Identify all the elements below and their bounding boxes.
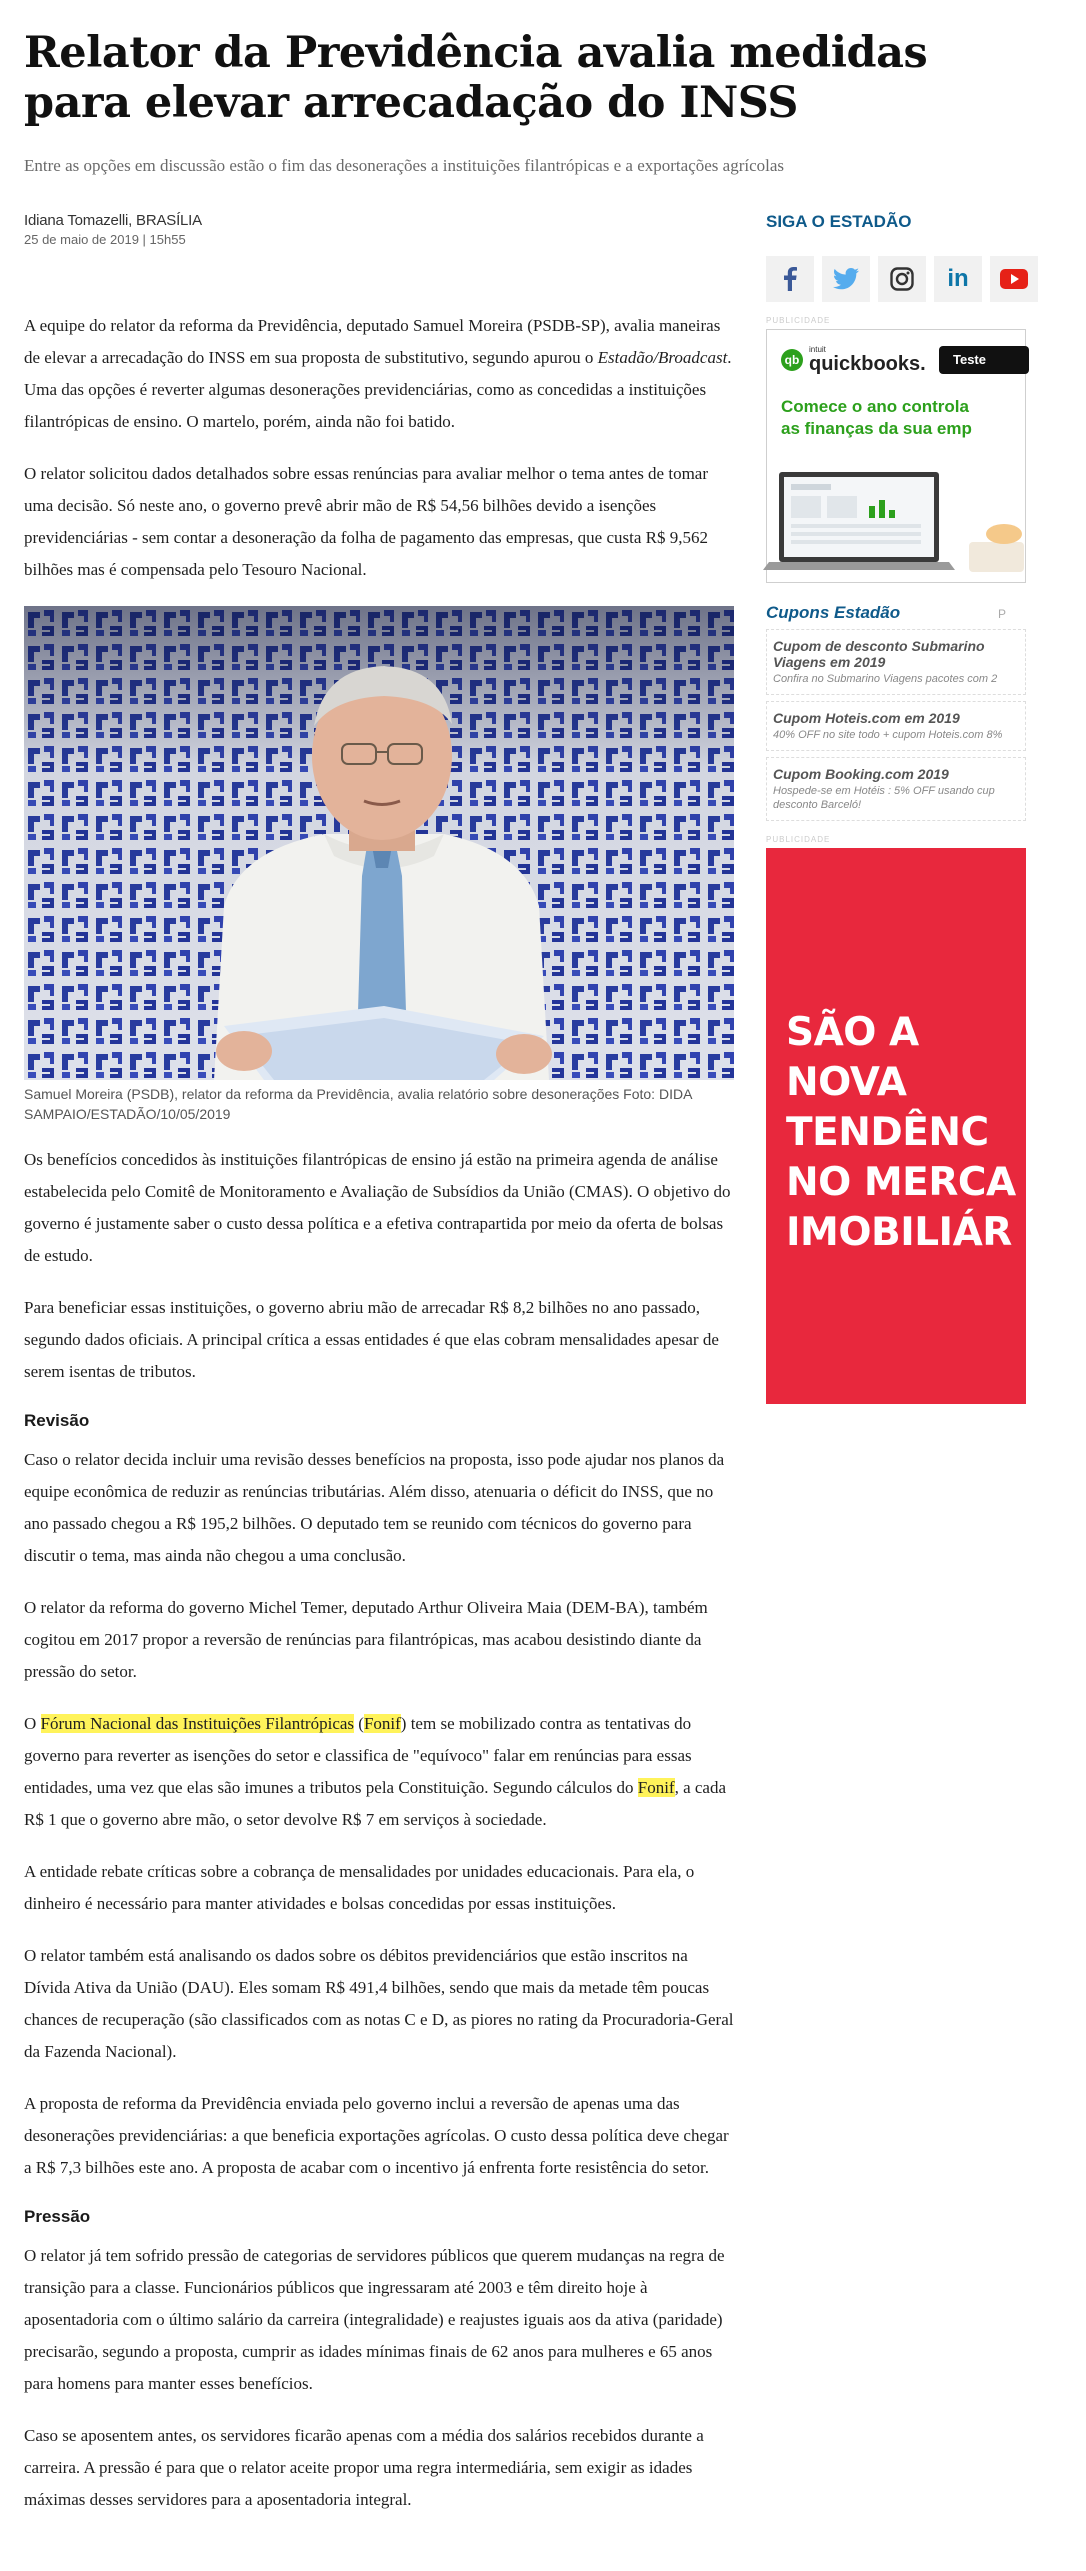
paragraph: A entidade rebate críticas sobre a cobrança de mensalidades por unidades educacionais. Para ela, o dinheiro é necessário para manter atividades e bolsas concedidas por essas instituições. (24, 1862, 695, 1913)
paragraph: O relator solicitou dados detalhados sobre essas renúncias para avaliar melhor o tema antes de tomar uma decisão. Só neste ano, o governo prevê abrir mão de R$ 54,56 bilhões devido a isenções previdenciárias - sem contar a desoneração da folha de pagamento das empresas, que custa R$ 9,562 bilhões mas é compensada pelo Tesouro Nacional. (24, 464, 709, 579)
ad-headline: Comece o ano controla as finanças da sua emp (781, 397, 972, 438)
quickbooks-mark-icon: qb (781, 349, 803, 371)
quickbooks-ad[interactable] (766, 329, 1026, 583)
paragraph: Para beneficiar essas instituições, o governo abriu mão de arrecadar R$ 8,2 bilhões no ano passado, segundo dados oficiais. A principal crítica a essas entidades é que elas cobram mensalidades apesar de serem isentas de tributos. (24, 1298, 719, 1381)
quickbooks-logo: qb intuit quickbooks. (781, 346, 926, 374)
ad-label: PUBLICIDADE (766, 316, 831, 325)
publish-date: 25 de maio de 2019 | 15h55 (24, 232, 186, 247)
highlight-link[interactable]: Fonif (637, 1778, 675, 1797)
paragraph: O relator já tem sofrido pressão de categorias de servidores públicos que querem mudanças na regra de transição para a classe. Funcionários públicos que ingressaram até 2003 e têm direito hoje à aposentadoria com o último salário da carreira (integralidade) e reajustes iguais aos da ativa (paridade) precisarão, segundo a proposta, cumprir as idades mínimas finais de 62 anos para mulheres e 65 anos para homens para manter esses benefícios. (24, 2246, 725, 2393)
section-heading-pressao: Pressão (24, 2207, 91, 2226)
headline: Relator da Previdência avalia medidas para elevar arrecadação do INSS (24, 28, 928, 128)
ad-label: PUBLICIDADE (766, 835, 831, 844)
publication-name: Estadão/Broadcast (597, 348, 728, 367)
social-links (766, 256, 994, 302)
coupons-header: Cupons Estadão P (766, 603, 1006, 622)
highlight-link[interactable]: Fonif (363, 1714, 401, 1733)
instagram-icon[interactable] (878, 256, 926, 302)
paragraph: O relator também está analisando os dados sobre os débitos previdenciários que estão inscritos na Dívida Ativa da União (DAU). Eles somam R$ 491,4 bilhões, sendo que mais da metade têm poucas chances de recuperação (são classificados com as notas C e D, as piores no rating da Procuradoria-Geral da Fazenda Nacional). (24, 1946, 734, 2061)
sidebar (766, 210, 1016, 1510)
follow-title: SIGA O ESTADÃO (766, 212, 912, 231)
photo-caption: Samuel Moreira (PSDB), relator da reforma da Previdência, avalia relatório sobre desonerações Foto: DIDA SAMPAIO/ESTADÃO/10/05/2019 (24, 1086, 692, 1122)
paragraph: A proposta de reforma da Previdência enviada pelo governo inclui a reversão de apenas uma das desonerações previdenciárias: a que beneficia exportações agrícolas. O custo dessa política deve chegar a R$ 7,3 bilhões este ano. A proposta de acabar com o incentivo já enfrenta forte resistência do setor. (24, 2094, 729, 2177)
article-photo (24, 606, 734, 1080)
author[interactable]: Idiana Tomazelli, BRASÍLIA (24, 212, 202, 229)
byline (24, 212, 624, 247)
highlight-link[interactable]: Fórum Nacional das Instituições Filantrópicas (40, 1714, 355, 1733)
ad-cta-button[interactable]: Teste (939, 346, 1029, 374)
linkedin-icon[interactable]: in (934, 256, 982, 302)
ad-red-text: SÃO A NOVA TENDÊNC NO MERCA IMOBILIÁR (786, 1010, 1016, 1255)
facebook-icon[interactable] (766, 256, 814, 302)
coupon-item[interactable]: Cupom de desconto Submarino Viagens em 2019 Confira no Submarino Viagens pacotes com 2 (766, 629, 1026, 695)
paragraph: A equipe do relator da reforma da Previdência, deputado Samuel Moreira (PSDB-SP), avalia maneiras de elevar a arrecadação do INSS em sua proposta de substitutivo, segundo apurou o Estadão/Broadcast. Uma das opções é reverter algumas desonerações previdenciárias, como as concedidas a instituições filantrópicas de ensino. O martelo, porém, ainda não foi batido. (24, 316, 732, 431)
youtube-icon[interactable] (990, 256, 1038, 302)
section-heading-revisao: Revisão (24, 1411, 90, 1430)
coupons-title[interactable]: Cupons Estadão (766, 603, 901, 622)
coupon-item[interactable]: Cupom Booking.com 2019 Hospede-se em Hotéis : 5% OFF usando cup desconto Barceló! (766, 757, 1026, 821)
twitter-icon[interactable] (822, 256, 870, 302)
laptop-illustration (779, 472, 1029, 582)
subtitle: Entre as opções em discussão estão o fim das desonerações a instituições filantrópicas e a exportações agrícolas (24, 156, 785, 175)
article-figure (24, 606, 734, 1124)
paragraph: O relator da reforma do governo Michel Temer, deputado Arthur Oliveira Maia (DEM-BA), também cogitou em 2017 propor a reversão de renúncias para filantrópicas, mas acabou desistindo diante da pressão do setor. (24, 1598, 708, 1681)
article-body (24, 310, 734, 2536)
paragraph: Caso se aposentem antes, os servidores ficarão apenas com a média dos salários recebidos durante a carreira. A pressão é para que o relator aceite propor uma regra intermediária, sem exigir as idades máximas desses servidores para a aposentadoria integral. (24, 2426, 704, 2509)
paragraph: Os benefícios concedidos às instituições filantrópicas de ensino já estão na primeira agenda de análise estabelecida pelo Comitê de Monitoramento e Avaliação de Subsídios da União (CMAS). O objetivo do governo é justamente saber o custo dessa política e a efetiva contrapartida por meio da oferta de bolsas de estudo. (24, 1150, 731, 1265)
paragraph: O Fórum Nacional das Instituições Filantrópicas (Fonif) tem se mobilizado contra as tentativas do governo para reverter as isenções do setor e classifica de "equívoco" falar em renúncias para essas entidades, uma vez que elas são imunes a tributos pela Constituição. Segundo cálculos do Fonif, a cada R$ 1 que o governo abre mão, o setor devolve R$ 7 em serviços à sociedade. (24, 1714, 727, 1829)
real-estate-ad[interactable] (766, 848, 1026, 1404)
coupon-item[interactable]: Cupom Hoteis.com em 2019 40% OFF no site todo + cupom Hoteis.com 8% (766, 701, 1026, 751)
paragraph: Caso o relator decida incluir uma revisão desses benefícios na proposta, isso pode ajudar nos planos da equipe econômica de reduzir as renúncias tributárias. Além disso, atenuaria o déficit do INSS, que no ano passado chegou a R$ 195,2 bilhões. O deputado tem se reunido com técnicos do governo para discutir o tema, mas ainda não chegou a uma conclusão. (24, 1450, 725, 1565)
